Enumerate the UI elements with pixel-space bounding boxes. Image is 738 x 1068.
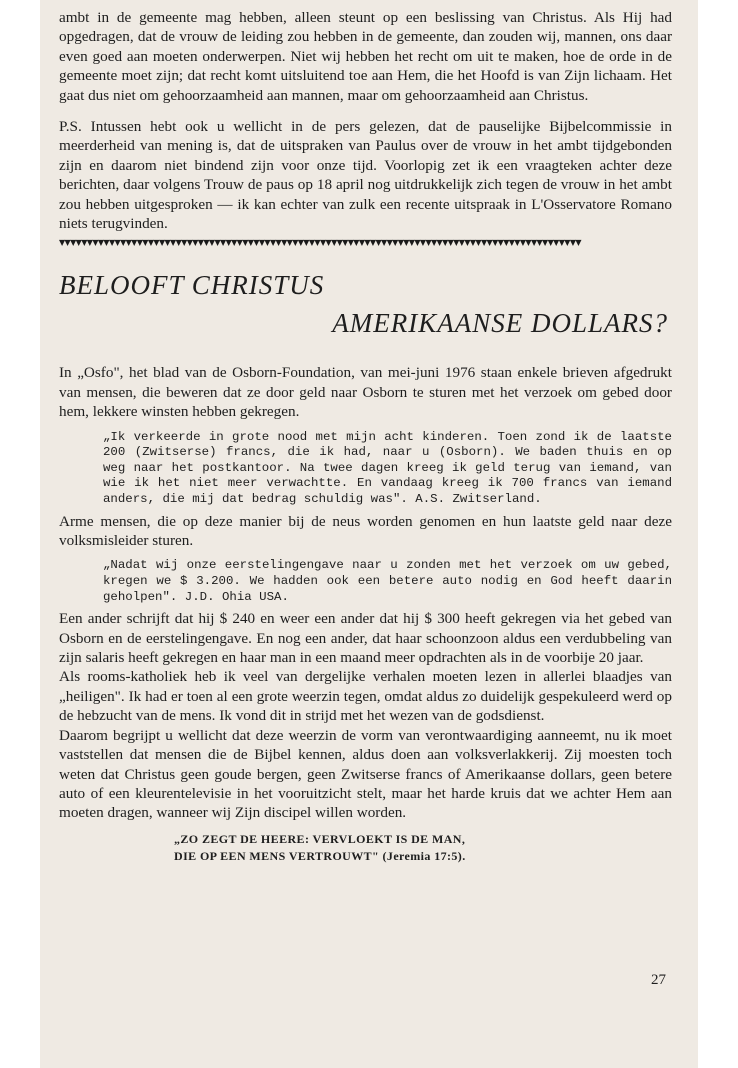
quote-1: „Ik verkeerde in grote nood met mijn acht kinderen. Toen zond ik de laatste 200 (Zwitserse) francs, die ik had, naar u (Osborn). We baden thuis en op weg naar het postkantoor. Na twee dagen kreeg ik geld terug van iemand, van wie ik het niet meer verwachtte. En vandaag kreeg ik 700 francs van iemand anders, die mij dat bedrag schuldig was". A.S. Zwitserland.: [103, 429, 672, 507]
motto-line-2: DIE OP EEN MENS VERTROUWT" (Jeremia 17:5).: [174, 848, 466, 863]
article-paragraph-3: Een ander schrijft dat hij $ 240 en weer een ander dat hij $ 300 heeft gekregen via het gebed van Osborn en de eerstelingengave. En nog een ander, dat haar schoonzoon aldus een verdubbeling van zijn salaris heeft gekregen en haar man in een maand meer opdrachten als in de voorbije 20 jaar.: [59, 610, 672, 667]
article-paragraph-4: Als rooms-katholiek heb ik veel van dergelijke verhalen moeten lezen in allerlei blaadjes van „heiligen". Ik had er toen al een grote weerzin tegen, omdat aldus zo duidelijk gespekuleerd werd op de hebzucht van de mens. Ik vond dit in strijd met het wezen van de godsdienst.: [59, 668, 672, 725]
article-paragraph-2: Arme mensen, die op deze manier bij de neus worden genomen en hun laatste geld naar deze volksmisleider sturen.: [59, 512, 672, 550]
motto-line-1: „ZO ZEGT DE HEERE: VERVLOEKT IS DE MAN,: [174, 831, 466, 846]
article-title-line-2: AMERIKAANSE DOLLARS?: [332, 308, 668, 339]
section-divider: ▼▼▼▼▼▼▼▼▼▼▼▼▼▼▼▼▼▼▼▼▼▼▼▼▼▼▼▼▼▼▼▼▼▼▼▼▼▼▼▼▼▼▼▼▼▼▼▼▼▼▼▼▼▼▼▼▼▼▼▼▼▼▼▼▼▼▼▼▼▼▼▼▼▼▼▼▼▼▼▼▼▼▼▼▼▼▼▼▼▼▼▼▼▼: [59, 239, 581, 248]
article-paragraph-5: Daarom begrijpt u wellicht dat deze weerzin de vorm van verontwaardiging aanneemt, nu ik moet vaststellen dat mensen die de Bijbel kennen, aldus doen aan volksverlakkerij. Zij moesten toch weten dat Christus geen goude bergen, geen Zwitserse francs of Amerikaanse dollars, geen betere auto of een kleurentelevisie in het vooruitzicht stelt, maar het harde kruis dat we achter Hem aan moeten dragen, wanneer wij Zijn discipel willen worden.: [59, 726, 672, 822]
quote-2: „Nadat wij onze eerstelingengave naar u zonden met het verzoek om uw gebed, kregen we $ 3.200. We hadden ook een betere auto nodig en God heeft daarin geholpen". J.D. Ohia USA.: [103, 558, 672, 604]
document-page: [40, 0, 698, 1068]
intro-paragraph: ambt in de gemeente mag hebben, alleen steunt op een beslissing van Christus. Als Hij had opgedragen, dat de vrouw de leiding zou hebben in de gemeente, dan zouden wij, mannen, ons daar even goed aan moeten onderwerpen. Niet wij hebben het recht om uit te maken, hoe de orde in de gemeente moet zijn; dat recht komt uitsluitend toe aan Hem, die het Hoofd is van Zijn lichaam. Het gaat dus niet om gehoorzaamheid aan mannen, maar om gehoorzaamheid aan Christus.: [59, 9, 672, 104]
bible-quote-motto: [59, 831, 672, 865]
postscript-paragraph: P.S. Intussen hebt ook u wellicht in de pers gelezen, dat de pauselijke Bijbelcommissie in meerderheid van mening is, dat de uitspraken van Paulus over de vrouw in het ambt tijdgebonden zijn en daarom niet bindend zijn voor onze tijd. Voorlopig zet ik een vraagteken achter deze berichten, daar volgens Trouw de paus op 18 april nog uitdrukkelijk zich tegen de vrouw in het ambt zou hebben uitgesproken — ik kan echter van zulk een recente uitspraak in L'Osservatore Romano niets terugvinden.: [59, 118, 672, 233]
page-number: 27: [651, 972, 666, 988]
article-title-line-1: BELOOFT CHRISTUS: [59, 270, 325, 301]
article-paragraph-1: In „Osfo", het blad van de Osborn-Foundation, van mei-juni 1976 staan enkele brieven afgedrukt van mensen, die beweren dat ze door geld naar Osborn te sturen met het verzoek om gebed door hem, lekkere winsten hebben gekregen.: [59, 364, 672, 421]
